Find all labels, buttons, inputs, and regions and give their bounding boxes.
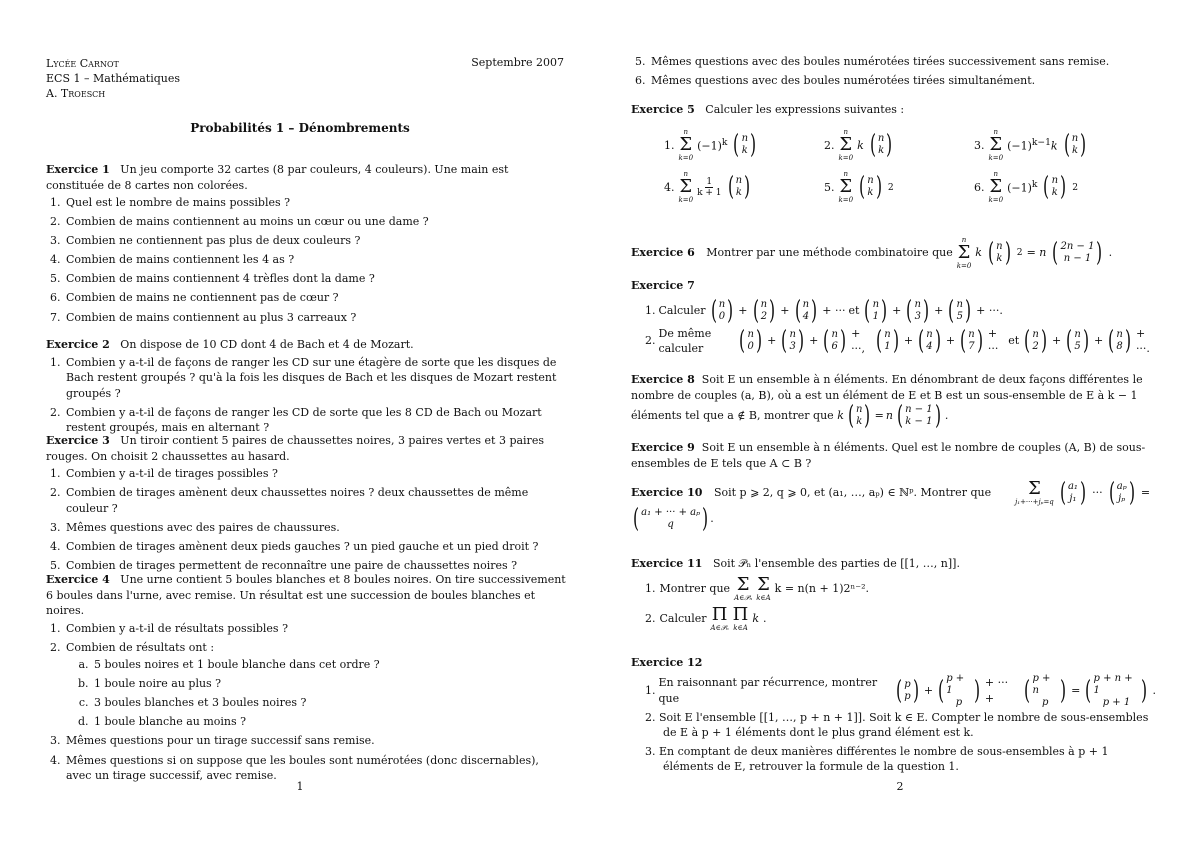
list-item: 1. Combien y a-t-il de résultats possibles ? (64, 621, 566, 637)
exercise-label: Exercice 7 (631, 279, 695, 292)
list-item: 5. Combien de tirages permettent de reconnaître une paire de chaussettes noires ? (64, 558, 566, 574)
formula-1: 1. n Σ k=0 $(-1)^k$ ( n k ) (664, 128, 757, 162)
exercise-12-item-2: 2. Soit E l'ensemble [[1, …, p + n + 1]]. Soit k ∈ E. Compter le nombre de sous-ensembles de E à p + 1 éléments dont le plus grand élément est k. (645, 710, 1149, 739)
exercise-intro: Un jeu comporte 32 cartes (8 par couleurs, 4 couleurs). Une main est constituée de 8 cartes non colorées. (46, 163, 509, 192)
exercise-intro: Soit 𝒫ₙ l'ensemble des parties de [[1, …, n]]. (712, 557, 960, 570)
exercise-7 (631, 278, 1156, 357)
exercise-intro: Montrer par une méthode combinatoire que (706, 246, 953, 260)
header-author: A. Troesch (46, 87, 106, 100)
exercise-8: Exercice 8 Soit E un ensemble à n éléments. En dénombrant de deux façons différentes le nombre de couples (a, B), où a est un élément de E et B est un sous-ensemble de E à k − 1 éléments tel que a ∉ B, montrer que k ( n k ) = n ( n − 1 k − 1 ) . (631, 373, 1143, 431)
exercise-9 (631, 440, 1156, 471)
list-item: 3. Combien ne contiennent pas plus de deux couleurs ? (64, 233, 566, 249)
item-text: Montrer que (659, 581, 731, 595)
exercise-12-item-3: 3. En comptant de deux manières différentes le nombre de sous-ensembles à p + 1 éléments de E, retrouver la formule de la question 1. (645, 744, 1109, 773)
exercise-intro: On dispose de 10 CD dont 4 de Bach et 4 de Mozart. (120, 338, 414, 351)
formula-number: 4. (664, 180, 675, 194)
header-class: ECS 1 – Mathématiques (46, 72, 181, 85)
list-item: 4. Combien de tirages amènent deux pieds gauches ? un pied gauche et un pied droit ? (64, 539, 566, 555)
exercise-label: Exercice 3 (46, 434, 110, 447)
list-item: 1. Quel est le nombre de mains possibles ? (64, 195, 566, 211)
formula-4: 4. n Σ k=0 $\frac{1}{k + 1}$ ( n k ) (664, 170, 751, 204)
formula-number: 3. (974, 138, 985, 152)
item-text: En comptant de deux manières différentes le nombre de sous-ensembles à p + 1 éléments de E, retrouver la formule de la question 1. (659, 744, 1109, 773)
page-title: Probabilités 1 – Dénombrements (190, 121, 410, 135)
exercise-7-item-2: 2. De même calculer ( n 0 ) + ( n 3 ) + ( n 6 ) + ···, ( n 1 ) + ( n 4 ) + ( n 7 ) + ··· et ( n 2 ) + ( n 5 ) + ( n 8 ) + ···. (645, 326, 1150, 356)
sub-list-item: d. 1 boule blanche au moins ? (92, 714, 566, 730)
list-item: 5. Combien de mains contiennent 4 trèfles dont la dame ? (64, 271, 566, 287)
list-item: 1. Combien y a-t-il de tirages possibles ? (64, 466, 566, 482)
exercise-10: Exercice 10 Soit p ⩾ 2, q ⩾ 0, et (a₁, …, aₚ) ∈ ℕᵖ. Montrer que Σ j₁+···+jₚ=q ( a₁ j₁ ) ··· ( aₚ jₚ ) = ( a₁ + ··· + aₚ q ) . (631, 478, 1151, 534)
list-item: 5. Mêmes questions avec des boules numérotées tirées successivement sans remise. (649, 54, 1156, 70)
exercise-label: Exercice 2 (46, 338, 110, 351)
list-item: 2. Combien y a-t-il de façons de ranger les CD de sorte que les 8 CD de Bach ou Mozart restent groupés, mais en alternant ? (64, 405, 566, 436)
item-text: Calculer (659, 611, 707, 625)
list-item: 3. Mêmes questions pour un tirage successif sans remise. (64, 733, 566, 749)
formula-2: 2. n Σ k=0 k ( n k ) (824, 128, 893, 162)
exercise-12-item-1: 1. En raisonnant par récurrence, montrer que ( p p ) + ( p + 1 p ) + ··· + ( p + n p ) = ( p + n + 1 p + 1 ) . (645, 672, 1156, 708)
exercise-11-item-1: 1. Montrer que Σ A∈𝒫ₙ Σ k∈A k = n(n + 1)2ⁿ⁻². (645, 573, 869, 602)
exercise-intro: Calculer les expressions suivantes : (705, 103, 905, 116)
page-number: 2 (896, 780, 904, 793)
conjunction: et (848, 303, 860, 317)
list-item-text: Combien de résultats ont : (66, 640, 215, 654)
item-text: En raisonnant par récurrence, montrer que (658, 676, 878, 705)
list-item: 4. Mêmes questions si on suppose que les boules sont numérotées (donc discernables), avec un tirage successif, avec remise. (64, 753, 566, 784)
list-item: 6. Mêmes questions avec des boules numérotées tirées simultanément. (649, 73, 1156, 89)
exercise-label: Exercice 5 (631, 103, 695, 116)
formula-number: 2. (824, 138, 835, 152)
exercise-label: Exercice 12 (631, 656, 703, 669)
page-number: 1 (296, 780, 304, 793)
exercise-5 (631, 102, 1156, 118)
list-item (64, 640, 566, 730)
formula-3: 3. n Σ k=0 $(-1)^{k-1}k$ ( n k ) (974, 128, 1087, 162)
exercise-label: Exercice 1 (46, 163, 110, 176)
item-formula: k = n(n + 1)2ⁿ⁻². (774, 581, 869, 595)
exercise-label: Exercice 9 (631, 441, 695, 454)
exercise-label: Exercice 6 (631, 246, 695, 260)
item-text: Soit E l'ensemble [[1, …, p + n + 1]]. Soit k ∈ E. Compter le nombre de sous-ensembles de E à p + 1 éléments dont le plus grand élément est k. (659, 710, 1149, 739)
exercise-4-continued (631, 52, 1156, 92)
exercise-2 (46, 337, 566, 439)
list-item: 6. Combien de mains ne contiennent pas de cœur ? (64, 290, 566, 306)
exercise-label: Exercice 8 (631, 373, 695, 386)
formula-number: 5. (824, 180, 835, 194)
exercise-label: Exercice 10 (631, 486, 703, 500)
list-item: 2. Combien de tirages amènent deux chaussettes noires ? deux chaussettes de même couleur ? (64, 485, 566, 516)
list-item: 4. Combien de mains contiennent les 4 as ? (64, 252, 566, 268)
list-item: 2. Combien de mains contiennent au moins un cœur ou une dame ? (64, 214, 566, 230)
formula-number: 1. (664, 138, 675, 152)
sub-list-item: b. 1 boule noire au plus ? (92, 676, 566, 692)
exercise-intro: Une urne contient 5 boules blanches et 8 boules noires. On tire successivement 6 boules dans l'urne, avec remise. Un résultat est une succession de boules blanches et noires. (46, 573, 566, 617)
exercise-3 (46, 433, 566, 577)
exercise-11-item-2: 2. Calculer Π A∈𝒫ₙ Π k∈A k . (645, 603, 767, 632)
sub-list-item: a. 5 boules noires et 1 boule blanche dans cet ordre ? (92, 657, 566, 673)
exercise-11 (631, 556, 1156, 632)
exercise-7-item-1: 1. Calculer ( n 0 ) + ( n 2 ) + ( n 4 ) + ··· et ( n 1 ) + ( n 3 ) + ( n 5 ) + ···. (645, 295, 1003, 326)
list-item: 3. Mêmes questions avec des paires de chaussures. (64, 520, 566, 536)
exercise-text: Soit E un ensemble à n éléments. Quel est le nombre de couples (A, B) de sous-ensembles de E tels que A ⊂ B ? (631, 441, 1146, 470)
list-item: 1. Combien y a-t-il de façons de ranger les CD sur une étagère de sorte que les disques de Bach restent groupés ? qu'à la fois les disques de Bach et les disques de Mozart restent groupés ? (64, 355, 566, 402)
conjunction: et (1008, 334, 1020, 348)
exercise-text: Soit p ⩾ 2, q ⩾ 0, et (a₁, …, aₚ) ∈ ℕᵖ. Montrer que (713, 486, 992, 500)
exercise-text: Soit E un ensemble à n éléments. En dénombrant de deux façons différentes le nombre de couples (a, B), où a est un élément de E et B est un sous-ensemble de E à k − 1 éléments tel que a ∉ B, montrer que (631, 373, 1143, 422)
formula-5: 5. n Σ k=0 ( n k ) 2 (824, 170, 894, 204)
exercise-6: Exercice 6 Montrer par une méthode combinatoire que n Σ k=0 k ( n k ) 2 = n ( 2n − 1 n − 1 ) . (631, 236, 1113, 270)
list-item: 7. Combien de mains contiennent au plus 3 carreaux ? (64, 310, 566, 326)
exercise-1 (46, 162, 566, 329)
exercise-12 (631, 655, 1156, 775)
page-2 (600, 0, 1200, 848)
item-text: Calculer (658, 303, 706, 317)
header-date: Septembre 2007 (471, 56, 564, 69)
exercise-label: Exercice 4 (46, 573, 110, 586)
formula-6: 6. n Σ k=0 $(-1)^k$ ( n k ) 2 (974, 170, 1079, 204)
header-school: Lycée Carnot (46, 57, 119, 70)
sub-list-item: c. 3 boules blanches et 3 boules noires ? (92, 695, 566, 711)
exercise-intro: Un tiroir contient 5 paires de chaussettes noires, 3 paires vertes et 3 paires rouges. On choisit 2 chaussettes au hasard. (46, 434, 544, 463)
exercise-4 (46, 572, 566, 787)
exercise-label: Exercice 11 (631, 557, 703, 570)
formula-number: 6. (974, 180, 985, 194)
item-text: De même calculer (658, 326, 712, 355)
